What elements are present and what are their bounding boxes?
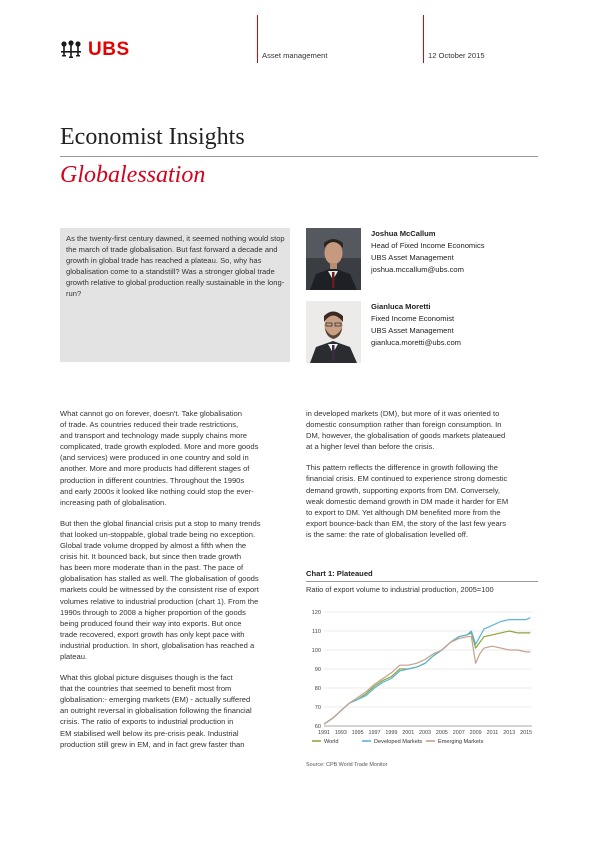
- title-divider: [60, 156, 538, 157]
- author-email[interactable]: joshua.mccallum@ubs.com: [371, 265, 464, 274]
- y-tick-label: 90: [314, 667, 321, 673]
- legend-label: World: [324, 739, 339, 745]
- body-paragraph: But then the global financial crisis put a stop to many trends that looked un-stoppable, global trade being no exception. Global trade volume dropped by almost a fifth when the crisis hit. It bounced back, but since then trade growth has been more moderate than in the past. The pace of globalisation has stalled as well. The globalisation of goods markets could be witnessed by the consistent rise of export volumes relative to industrial production (chart 1). From the 1990s through to 2008 a higher proportion of the goods being produced found their way into exports. But once trade recovered, export growth has only kept pace with industrial production. In short, globalisation has reached a plateau.: [60, 518, 261, 661]
- summary-text: As the twenty-first century dawned, it seemed nothing would stop the march of trade globalisation. But fast forward a decade and growth in global trade has reached a plateau. So, why has globalisation come to a standstill? Was a stronger global trade growth relative to global production really sustainable in the long-run?: [66, 234, 285, 298]
- author-name: Joshua McCallum: [371, 229, 436, 238]
- x-tick-label: 1997: [368, 730, 381, 736]
- y-tick-label: 110: [312, 629, 321, 635]
- x-tick-label: 1991: [318, 730, 330, 736]
- body-paragraph: This pattern reflects the difference in growth following the financial crisis. EM continued to experience strong domestic demand growth, supporting exports from DM. Conversely, weak domestic demand growth in DM made it harder for EM to export to DM. Yet although DM benefited more from the export bounce-back than EM, the story of the last few years is the same: the rate of globalisation levelled off.: [306, 463, 509, 539]
- x-tick-label: 2007: [452, 730, 465, 736]
- author-email[interactable]: gianluca.moretti@ubs.com: [371, 338, 462, 347]
- body-column-left: [60, 408, 292, 760]
- x-tick-label: 1999: [385, 730, 398, 736]
- author-name: Gianluca Moretti: [371, 302, 431, 311]
- x-tick-label: 2005: [435, 730, 448, 736]
- body-paragraph: What cannot go on forever, doesn't. Take globalisation of trade. As countries reduced their trade restrictions, and transport and technology made supply chains more complicated, trade growth exploded. More and more goods (and services) were produced in one country and sold in another. More and more products had different stages of production in different countries. Throughout the 1990s and early 2000s it looked like nothing could stop the ever- increasing path of globalisation.: [60, 409, 259, 507]
- author-photo: [306, 228, 361, 290]
- x-tick-label: 2013: [503, 730, 516, 736]
- chart-divider: [306, 581, 538, 582]
- author-org: UBS Asset Management: [371, 326, 454, 335]
- author-org: UBS Asset Management: [371, 253, 454, 262]
- series-line: [324, 631, 530, 724]
- chart-source: Source: CPB World Trade Monitor: [306, 762, 388, 768]
- author-info: [371, 228, 485, 276]
- legend-label: Emerging Markets: [438, 739, 484, 745]
- author-role: Fixed Income Economist: [371, 314, 455, 323]
- page-subtitle: Globalessation: [60, 162, 206, 188]
- brand-name: UBS: [88, 39, 130, 60]
- author-role: Head of Fixed Income Economics: [371, 241, 485, 250]
- page-title: Economist Insights: [60, 124, 245, 150]
- y-tick-label: 60: [314, 724, 321, 730]
- header-date: 12 October 2015: [428, 51, 485, 60]
- header-section: Asset management: [262, 51, 328, 60]
- x-tick-label: 2003: [419, 730, 432, 736]
- body-column-right: [306, 408, 544, 550]
- legend-label: Developed Markets: [374, 739, 423, 745]
- x-tick-label: 1993: [334, 730, 347, 736]
- author-photo: [306, 301, 361, 363]
- line-chart: [306, 600, 542, 756]
- y-tick-label: 80: [314, 686, 321, 692]
- body-paragraph: in developed markets (DM), but more of it was oriented to domestic consumption rather than foreign consumption. In DM, however, the globalisation of goods markets plateaued at a higher level than before the crisis.: [306, 409, 506, 452]
- chart-subtitle: Ratio of export volume to industrial production, 2005=100: [306, 585, 494, 594]
- y-tick-label: 120: [311, 610, 321, 616]
- ubs-keys-icon: [60, 40, 82, 60]
- x-tick-label: 2011: [486, 730, 499, 736]
- x-tick-label: 2001: [402, 730, 415, 736]
- author-info: [371, 301, 461, 349]
- x-tick-label: 2015: [520, 730, 533, 736]
- header-divider: [423, 15, 424, 63]
- chart-title: Chart 1: Plateaued: [306, 569, 373, 578]
- y-tick-label: 100: [311, 648, 321, 654]
- summary-box: [60, 228, 290, 362]
- x-tick-label: 2009: [469, 730, 482, 736]
- header-divider: [257, 15, 258, 63]
- ubs-logo: [60, 39, 130, 61]
- y-tick-label: 70: [314, 705, 321, 711]
- body-paragraph: What this global picture disguises though is the fact that the countries that seemed to benefit most from globalisation:- emerging markets (EM) - actually suffered an outright reversal in globalisation following the financial crisis. The ratio of exports to industrial production in EM stabilised well below its pre-crisis peak. Industrial production still grew in EM, and in fact grew faster than: [60, 673, 252, 749]
- x-tick-label: 1995: [351, 730, 364, 736]
